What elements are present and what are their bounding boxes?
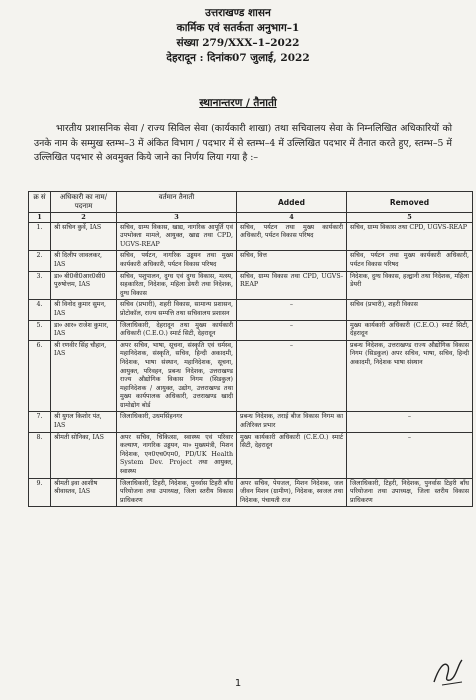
row-added: – (237, 300, 347, 320)
row-added: सचिव, पर्यटन तथा मुख्य कार्यकारी अधिकारी, पर्यटन विकास परिषद (237, 222, 347, 251)
row-name: श्री रणवीर सिंह चौहान, IAS (51, 340, 117, 412)
row-sno: 2. (29, 251, 51, 271)
row-current: अपर सचिव, चिकित्सा, स्वास्थ्य एवं परिवार कल्याण, नागरिक उड्डयन, मा० मुख्यमंत्री, मिशन निदेशक, एन0एच0एम0, PD/UK Health System Dev. Project तथा आयुक्त, स्वास्थ्य (117, 432, 237, 478)
row-current: सचिव, पशुपालन, दुग्ध एवं दुग्ध विकास, मत्स्य, सहकारिता, निदेशक, महिला डेयरी तथा निदेशक, दुग्ध विकास (117, 271, 237, 300)
row-sno: 4. (29, 300, 51, 320)
col-number: 1 (29, 213, 51, 223)
row-name: श्री सचिन कुर्वे, IAS (51, 222, 117, 251)
row-removed: – (347, 432, 473, 478)
row-current: जिलाधिकारी, देहरादून तथा मुख्य कार्यकारी अधिकारी (C.E.O.) स्मार्ट सिटी, देहरादून (117, 320, 237, 340)
row-sno: 9. (29, 478, 51, 507)
document-header (0, 6, 476, 66)
row-added: सचिव, वित्त (237, 251, 347, 271)
row-removed: निदेशक, दुग्ध विकास, हल्द्वानी तथा निदेशक, महिला डेयरी (347, 271, 473, 300)
col-number: 3 (117, 213, 237, 223)
row-removed: सचिव, पर्यटन तथा मुख्य कार्यकारी अधिकारी, पर्यटन विकास परिषद (347, 251, 473, 271)
table-row (29, 251, 473, 271)
table-row (29, 478, 473, 507)
row-current: सचिव (प्रभारी), शहरी विकास, सामान्य प्रशासन, प्रोटोकॉल, राज्य सम्पत्ति तथा सचिवालय प्रशासन (117, 300, 237, 320)
table-row (29, 271, 473, 300)
row-added: – (237, 320, 347, 340)
row-removed: मुख्य कार्यकारी अधिकारी (C.E.O.) स्मार्ट सिटी, देहरादून (347, 320, 473, 340)
page-number: 1 (234, 678, 242, 689)
row-sno: 7. (29, 412, 51, 432)
row-removed: प्रबन्ध निदेशक, उत्तराखण्ड राज्य औद्योगिक विकास निगम (सिडकुल) अपर सचिव, भाषा, सचिव, हिन्दी अकादमी, निदेशक भाषा संस्थान (347, 340, 473, 412)
header-removed: Removed (347, 192, 473, 213)
table-row (29, 412, 473, 432)
table-row (29, 340, 473, 412)
row-added: अपर सचिव, पेयजल, मिशन निदेशक, जल जीवन मिशन (ग्रामीण), निदेशक, स्वजल तथा निदेशक, पंचायती राज (237, 478, 347, 507)
row-name: डा० बी0वी0आर0सी0 पुरुषोत्तम, IAS (51, 271, 117, 300)
department-name: कार्मिक एवं सतर्कता अनुभाग–1 (176, 22, 300, 34)
row-added: – (237, 340, 347, 412)
row-name: श्री युगल किशोर पंत, IAS (51, 412, 117, 432)
table-header-row (29, 192, 473, 213)
order-date: देहरादून : दिनांक07 जुलाई, 2022 (166, 52, 310, 64)
table-row (29, 320, 473, 340)
header-name: अधिकारी का नाम/पदनाम (51, 192, 117, 213)
header-sno: क्र सं (29, 192, 51, 213)
row-name: श्रीमती इवा आशीष श्रीवास्तव, IAS (51, 478, 117, 507)
row-removed: जिलाधिकारी, टिहरी, निदेशक, पुनर्वास टिहरी बाँध परियोजना तथा उपाध्यक्ष, जिला स्तरीय विकास प्राधिकरण (347, 478, 473, 507)
table-row (29, 300, 473, 320)
government-name: उत्तराखण्ड शासन (205, 7, 271, 19)
row-current: सचिव, पर्यटन, नागरिक उड्डयन तथा मुख्य कार्यकारी अधिकारी, पर्यटन विकास परिषद (117, 251, 237, 271)
row-sno: 6. (29, 340, 51, 412)
row-sno: 8. (29, 432, 51, 478)
row-name: श्री दिलीप जावलकर, IAS (51, 251, 117, 271)
column-number-row (29, 213, 473, 223)
row-sno: 5. (29, 320, 51, 340)
row-name: श्री विनोद कुमार सुमन, IAS (51, 300, 117, 320)
row-current: अपर सचिव, भाषा, सूचना, संस्कृति एवं धर्मस्व, महानिदेशक, संस्कृति, सचिव, हिन्दी अकादमी, निदेशक, भाषा संस्थान, महानिदेशक, सूचना, आयुक्त, परिवहन, प्रबन्ध निदेशक, उत्तराखण्ड राज्य औद्योगिक विकास निगम (सिडकुल) महानिदेशक / आयुक्त, उद्योग, उत्तराखण्ड तथा मुख्य कार्यपालक अधिकारी, उत्तराखण्ड खादी ग्रामोद्योग बोर्ड (117, 340, 237, 412)
row-current: जिलाधिकारी, टिहरी, निदेशक, पुनर्वास टिहरी बाँध परियोजना तथा उपाध्यक्ष, जिला स्तरीय विकास प्राधिकरण (117, 478, 237, 507)
row-current: जिलाधिकारी, उधमसिंहनगर (117, 412, 237, 432)
header-added: Added (237, 192, 347, 213)
col-number: 5 (347, 213, 473, 223)
header-current: वर्तमान तैनाती (117, 192, 237, 213)
row-sno: 1. (29, 222, 51, 251)
row-sno: 3. (29, 271, 51, 300)
row-name: डा० आर० राजेश कुमार, IAS (51, 320, 117, 340)
order-number: संख्या 279/XXX–1–2022 (176, 37, 300, 49)
row-added: सचिव, ग्राम्य विकास तथा CPD, UGVS-REAP (237, 271, 347, 300)
row-removed: सचिव, ग्राम्य विकास तथा CPD, UGVS-REAP (347, 222, 473, 251)
row-added: मुख्य कार्यकारी अधिकारी (C.E.O.) स्मार्ट सिटी, देहरादून (237, 432, 347, 478)
col-number: 2 (51, 213, 117, 223)
table-row (29, 222, 473, 251)
col-number: 4 (237, 213, 347, 223)
row-removed: – (347, 412, 473, 432)
row-added: प्रबन्ध निदेशक, तराई बीज विकास निगम का अतिरिक्त प्रभार (237, 412, 347, 432)
subject-text: स्थानान्तरण / तैनाती (199, 97, 277, 109)
transfer-table (28, 191, 473, 507)
intro-paragraph: भारतीय प्रशासनिक सेवा / राज्य सिविल सेवा (कार्यकारी शाखा) तथा सचिवालय सेवा के निम्नलिखित अधिकारियों को उनके नाम के सम्मुख स्तम्भ–3 में अंकित विभाग / पदभार में से स्तम्भ–4 में उल्लिखित पदभार में तैनात करते हुए, स्तम्भ–5 में उल्लिखित पदभार से अवमुक्त किये जाने का निर्णय लिया गया है :– (34, 123, 452, 163)
subject-heading (0, 96, 476, 110)
row-name: श्रीमती सोनिका, IAS (51, 432, 117, 478)
row-removed: सचिव (प्रभारी), शहरी विकास (347, 300, 473, 320)
signature (428, 652, 468, 692)
row-current: सचिव, ग्राम्य विकास, खाद्य, नागरिक आपूर्ति एवं उपभोक्ता मामले, आयुक्त, खाद्य तथा CPD, UGVS-REAP (117, 222, 237, 251)
table-row (29, 432, 473, 478)
